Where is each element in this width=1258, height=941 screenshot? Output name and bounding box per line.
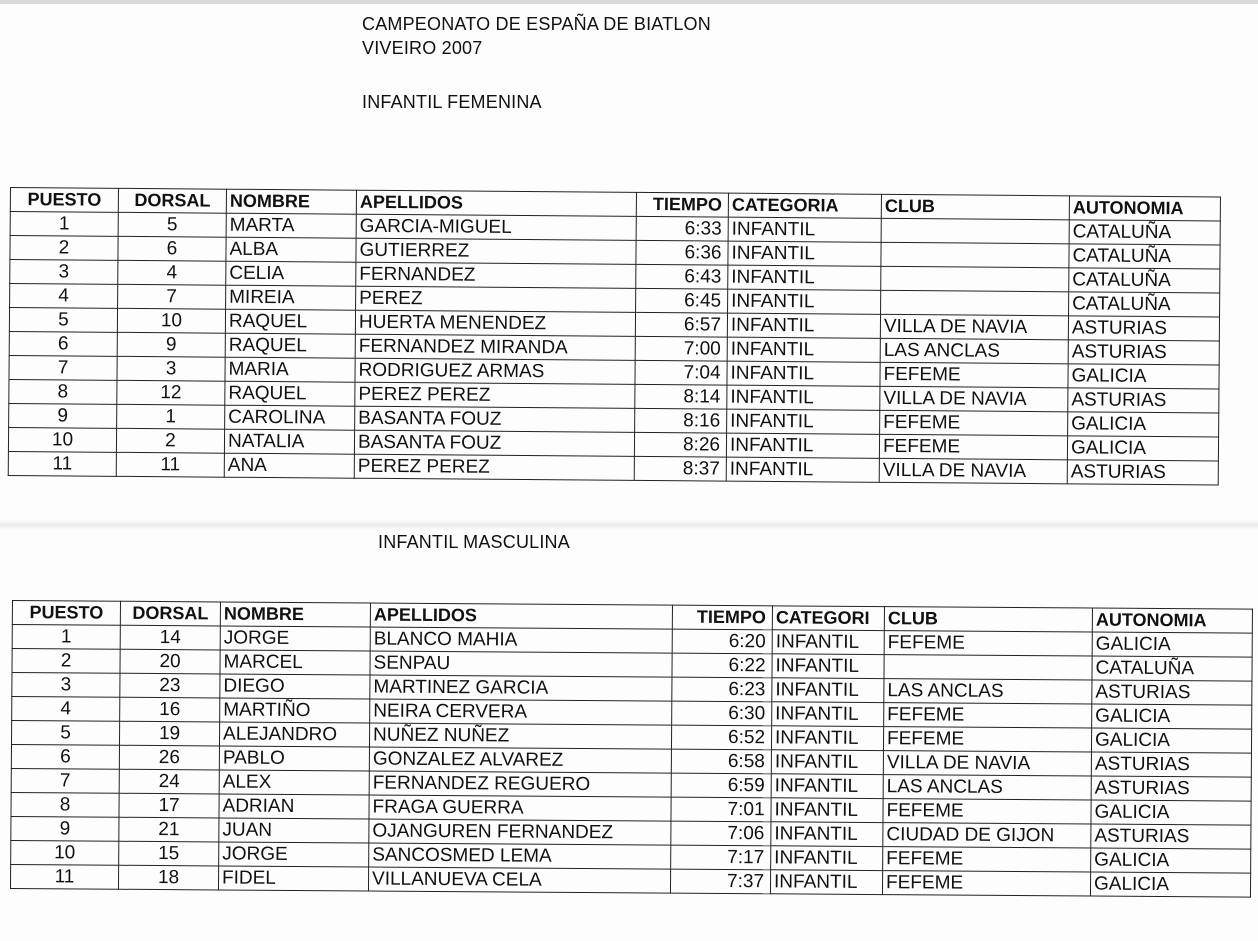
cell-categoria: INFANTIL [771,750,883,775]
cell-club: FEFEME [882,871,1090,896]
cell-apellidos: MARTINEZ GARCIA [370,675,672,701]
cell-puesto: 4 [12,697,120,722]
cell-apellidos: GARCIA-MIGUEL [356,214,636,240]
cell-dorsal: 15 [119,841,219,866]
cell-puesto: 7 [9,355,117,380]
cell-club: LAS ANCLAS [884,679,1092,704]
cell-puesto: 6 [9,331,117,356]
cell-club: FEFEME [884,703,1092,728]
cell-apellidos: BASANTA FOUZ [354,430,634,456]
cell-nombre: NATALIA [224,429,354,454]
cell-dorsal: 14 [120,625,220,650]
cell-autonomia: ASTURIAS [1068,316,1219,341]
cell-categoria: INFANTIL [771,846,883,871]
cell-tiempo: 6:22 [672,653,772,678]
column-header-categoria: CATEGORI [772,606,884,631]
column-header-autonomia: AUTONOMIA [1069,196,1220,221]
cell-apellidos: FERNANDEZ [356,262,636,288]
results-table-masculina [10,600,1253,898]
document-title: CAMPEONATO DE ESPAÑA DE BIATLON [362,14,711,34]
cell-dorsal: 23 [120,673,220,698]
cell-categoria: INFANTIL [726,457,879,482]
cell-club [881,218,1069,243]
cell-club [881,242,1069,267]
cell-apellidos: GUTIERREZ [356,238,636,264]
scan-edge [0,0,1258,4]
cell-autonomia: CATALUÑA [1069,268,1220,293]
cell-tiempo: 6:30 [672,701,772,726]
cell-tiempo: 6:52 [671,725,771,750]
cell-dorsal: 20 [120,649,220,674]
cell-tiempo: 7:04 [635,360,727,385]
cell-puesto: 1 [12,625,120,650]
cell-autonomia: CATALUÑA [1069,220,1220,245]
cell-apellidos: GONZALEZ ALVAREZ [369,747,671,773]
cell-categoria: INFANTIL [771,726,883,751]
cell-club: FEFEME [880,410,1068,435]
cell-puesto: 11 [10,864,118,889]
cell-puesto: 3 [12,673,120,698]
cell-puesto: 10 [8,427,116,452]
cell-categoria: INFANTIL [772,630,884,655]
column-header-dorsal: DORSAL [118,188,226,213]
column-header-apellidos: APELLIDOS [356,190,636,216]
cell-nombre: RAQUEL [225,381,355,406]
cell-club: LAS ANCLAS [883,775,1091,800]
cell-categoria: INFANTIL [770,870,882,895]
cell-apellidos: RODRIGUEZ ARMAS [355,358,635,384]
cell-dorsal: 17 [119,793,219,818]
cell-autonomia: GALICIA [1092,704,1252,729]
cell-apellidos: BASANTA FOUZ [355,406,635,432]
cell-categoria: INFANTIL [728,289,881,314]
cell-puesto: 8 [9,379,117,404]
cell-tiempo: 8:14 [635,384,727,409]
cell-autonomia: CATALUÑA [1092,656,1252,681]
cell-autonomia: GALICIA [1067,436,1218,461]
cell-tiempo: 8:37 [634,456,726,481]
cell-autonomia: GALICIA [1091,800,1251,825]
cell-tiempo: 6:59 [671,773,771,798]
cell-nombre: ALEJANDRO [219,722,369,747]
cell-categoria: INFANTIL [727,361,880,386]
cell-dorsal: 11 [116,452,224,477]
cell-dorsal: 26 [119,745,219,770]
cell-nombre: FIDEL [218,866,368,891]
cell-nombre: ADRIAN [219,794,369,819]
cell-puesto: 9 [9,403,117,428]
cell-dorsal: 6 [118,236,226,261]
cell-nombre: CELIA [226,261,356,286]
cell-tiempo: 7:37 [670,869,770,894]
column-header-tiempo: TIEMPO [636,192,728,217]
cell-autonomia: ASTURIAS [1068,340,1219,365]
column-header-nombre: NOMBRE [226,189,356,214]
cell-puesto: 11 [8,451,116,476]
cell-categoria: INFANTIL [728,217,881,242]
cell-nombre: JUAN [219,818,369,843]
cell-apellidos: PEREZ [356,286,636,312]
cell-club: FEFEME [883,799,1091,824]
cell-categoria: INFANTIL [772,678,884,703]
cell-club: FEFEME [883,727,1091,752]
cell-tiempo: 7:06 [671,821,771,846]
cell-club: CIUDAD DE GIJON [883,823,1091,848]
column-header-puesto: PUESTO [12,601,120,626]
cell-categoria: INFANTIL [772,654,884,679]
cell-puesto: 1 [10,212,118,237]
cell-nombre: MIREIA [226,285,356,310]
cell-autonomia: ASTURIAS [1092,680,1252,705]
cell-categoria: INFANTIL [771,822,883,847]
cell-tiempo: 6:23 [672,677,772,702]
cell-puesto: 7 [11,768,119,793]
cell-nombre: RAQUEL [225,333,355,358]
cell-dorsal: 1 [117,404,225,429]
cell-apellidos: PEREZ PEREZ [355,382,635,408]
cell-nombre: PABLO [219,746,369,771]
cell-nombre: JORGE [219,842,369,867]
cell-nombre: MARTA [226,213,356,238]
cell-tiempo: 6:57 [635,312,727,337]
cell-puesto: 5 [9,308,117,333]
cell-categoria: INFANTIL [726,433,879,458]
cell-apellidos: NEIRA CERVERA [370,699,672,725]
cell-tiempo: 6:36 [636,240,728,265]
column-header-autonomia: AUTONOMIA [1092,608,1252,633]
cell-puesto: 2 [12,649,120,674]
cell-tiempo: 6:43 [636,264,728,289]
cell-nombre: ANA [224,453,354,478]
column-header-nombre: NOMBRE [220,602,370,627]
cell-club [884,655,1092,680]
cell-tiempo: 8:26 [634,432,726,457]
cell-puesto: 9 [11,816,119,841]
cell-autonomia: GALICIA [1090,872,1250,897]
cell-autonomia: GALICIA [1092,632,1252,657]
section-title-femenina: INFANTIL FEMENINA [362,92,542,112]
cell-apellidos: PEREZ PEREZ [354,454,634,480]
column-header-tiempo: TIEMPO [672,605,772,630]
cell-dorsal: 7 [118,284,226,309]
cell-club: FEFEME [883,847,1091,872]
cell-apellidos: FRAGA GUERRA [369,795,671,821]
cell-puesto: 4 [10,284,118,309]
cell-puesto: 2 [10,236,118,261]
cell-categoria: INFANTIL [771,798,883,823]
cell-categoria: INFANTIL [772,702,884,727]
cell-club: VILLA DE NAVIA [883,751,1091,776]
cell-autonomia: ASTURIAS [1091,776,1251,801]
cell-dorsal: 5 [118,212,226,237]
cell-club [881,266,1069,291]
section-title-masculina: INFANTIL MASCULINA [378,532,570,552]
column-header-club: CLUB [884,607,1092,632]
results-table-femenina [8,187,1221,486]
cell-dorsal: 12 [117,380,225,405]
column-header-apellidos: APELLIDOS [370,603,672,629]
cell-apellidos: NUÑEZ NUÑEZ [369,723,671,749]
cell-dorsal: 18 [118,865,218,890]
cell-nombre: JORGE [220,626,370,651]
cell-dorsal: 19 [119,721,219,746]
cell-dorsal: 21 [119,817,219,842]
cell-tiempo: 6:45 [636,288,728,313]
cell-club: FEFEME [884,631,1092,656]
cell-apellidos: VILLANUEVA CELA [368,867,670,893]
cell-club: VILLA DE NAVIA [880,386,1068,411]
cell-apellidos: OJANGUREN FERNANDEZ [369,819,671,845]
column-header-puesto: PUESTO [10,188,118,213]
cell-apellidos: FERNANDEZ REGUERO [369,771,671,797]
cell-autonomia: GALICIA [1091,728,1251,753]
cell-autonomia: GALICIA [1091,848,1251,873]
cell-tiempo: 6:20 [672,629,772,654]
cell-categoria: INFANTIL [727,337,880,362]
cell-nombre: CAROLINA [225,405,355,430]
cell-puesto: 5 [11,721,119,746]
cell-dorsal: 24 [119,769,219,794]
cell-club: VILLA DE NAVIA [879,458,1067,483]
cell-puesto: 10 [11,840,119,865]
cell-nombre: ALEX [219,770,369,795]
cell-tiempo: 8:16 [635,408,727,433]
column-header-club: CLUB [881,194,1069,219]
cell-autonomia: ASTURIAS [1091,824,1251,849]
cell-nombre: MARCEL [220,650,370,675]
cell-club: FEFEME [880,362,1068,387]
cell-categoria: INFANTIL [728,265,881,290]
cell-club: VILLA DE NAVIA [880,314,1068,339]
cell-dorsal: 16 [120,697,220,722]
cell-autonomia: ASTURIAS [1067,460,1218,485]
cell-puesto: 3 [10,260,118,285]
cell-nombre: MARTIÑO [220,698,370,723]
cell-categoria: INFANTIL [727,409,880,434]
cell-autonomia: CATALUÑA [1069,292,1220,317]
column-header-dorsal: DORSAL [120,601,220,626]
cell-club [881,290,1069,315]
cell-autonomia: GALICIA [1068,364,1219,389]
cell-club: LAS ANCLAS [880,338,1068,363]
cell-nombre: RAQUEL [225,309,355,334]
cell-dorsal: 3 [117,356,225,381]
cell-tiempo: 7:00 [635,336,727,361]
cell-autonomia: ASTURIAS [1068,388,1219,413]
cell-dorsal: 4 [118,260,226,285]
document-subtitle: VIVEIRO 2007 [362,38,483,58]
cell-nombre: DIEGO [220,674,370,699]
cell-nombre: ALBA [226,237,356,262]
cell-categoria: INFANTIL [771,774,883,799]
cell-puesto: 8 [11,792,119,817]
cell-apellidos: SANCOSMED LEMA [369,843,671,869]
cell-dorsal: 2 [116,428,224,453]
cell-dorsal: 10 [117,308,225,333]
cell-categoria: INFANTIL [728,241,881,266]
cell-categoria: INFANTIL [727,313,880,338]
page-fold [0,520,1258,530]
cell-autonomia: ASTURIAS [1091,752,1251,777]
cell-tiempo: 6:33 [636,216,728,241]
cell-tiempo: 7:17 [671,845,771,870]
cell-autonomia: GALICIA [1068,412,1219,437]
cell-apellidos: BLANCO MAHIA [370,627,672,653]
cell-dorsal: 9 [117,332,225,357]
cell-apellidos: HUERTA MENENDEZ [355,310,635,336]
column-header-categoria: CATEGORIA [728,193,881,218]
cell-apellidos: FERNANDEZ MIRANDA [355,334,635,360]
cell-tiempo: 6:58 [671,749,771,774]
cell-categoria: INFANTIL [727,385,880,410]
cell-puesto: 6 [11,744,119,769]
cell-tiempo: 7:01 [671,797,771,822]
cell-nombre: MARIA [225,357,355,382]
cell-autonomia: CATALUÑA [1069,244,1220,269]
cell-club: FEFEME [879,434,1067,459]
cell-apellidos: SENPAU [370,651,672,677]
